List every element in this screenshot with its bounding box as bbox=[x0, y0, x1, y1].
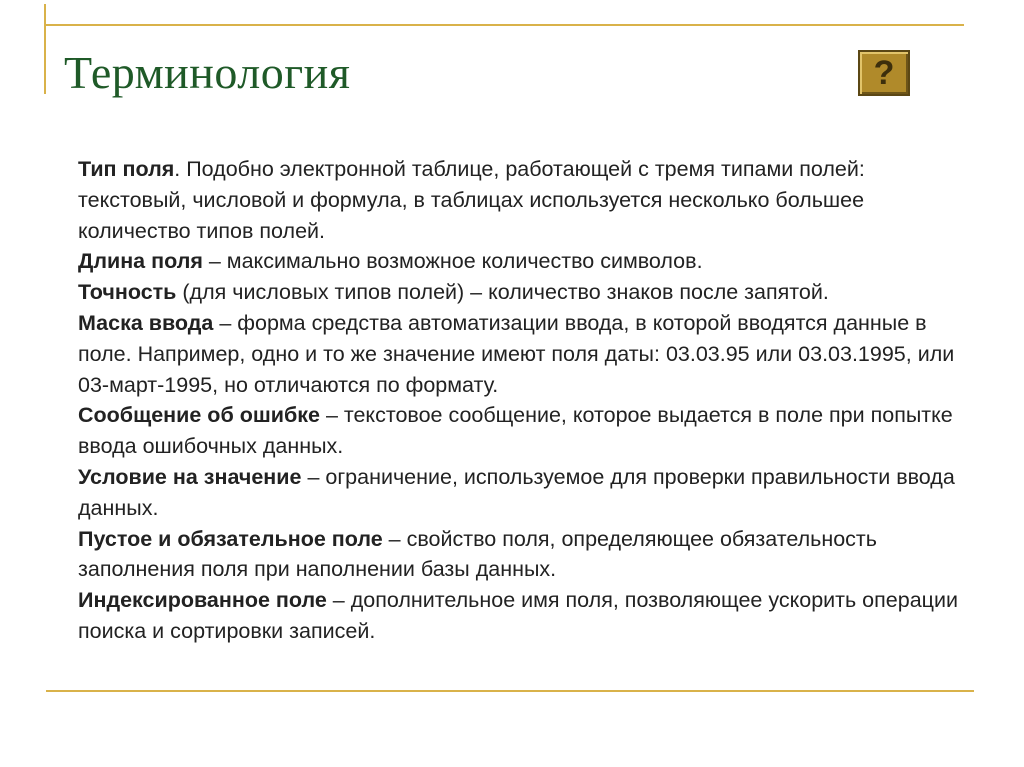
term-name: Точность bbox=[78, 280, 177, 305]
term-description: . Подобно электронной таблице, работающей с тремя типами полей: текстовый, числовой и формула, в таблицах используется несколько большее количество типов полей. bbox=[78, 157, 865, 243]
frame-line-top bbox=[46, 24, 964, 26]
term-entry bbox=[78, 277, 958, 308]
term-entry bbox=[78, 462, 958, 524]
help-button[interactable] bbox=[858, 50, 910, 96]
term-name: Условие на значение bbox=[78, 464, 302, 489]
term-name: Маска ввода bbox=[78, 310, 214, 335]
term-entry bbox=[78, 154, 958, 246]
term-description: – текстовое сообщение, которое выдается в поле при попытке ввода ошибочных данных. bbox=[78, 403, 953, 459]
term-description: – ограничение, используемое для проверки правильности ввода данных. bbox=[78, 464, 955, 520]
term-name: Тип поля bbox=[78, 157, 175, 181]
question-icon: ? bbox=[873, 54, 895, 92]
frame-line-left bbox=[44, 4, 46, 94]
term-name: Индексированное поле bbox=[78, 588, 327, 613]
term-entry bbox=[78, 524, 958, 586]
term-description: – дополнительное имя поля, позволяющее ускорить операции поиска и сортировки записей. bbox=[78, 588, 958, 643]
term-entry bbox=[78, 308, 958, 400]
term-name: Длина поля bbox=[78, 249, 203, 274]
frame-line-bottom bbox=[46, 690, 974, 692]
term-description: – форма средства автоматизации ввода, в которой вводятся данные в поле. Например, одно и то же значение имеют поля даты: 03.03.95 или 03.03.1995, или 03-март-1995, но отличаются по формату. bbox=[78, 310, 955, 397]
term-description: – максимально возможное количество символов. bbox=[202, 249, 703, 274]
term-description: – свойство поля, определяющее обязательность заполнения поля при наполнении базы данных. bbox=[78, 526, 877, 582]
term-entry bbox=[78, 246, 958, 277]
term-description: (для числовых типов полей) – количество знаков после запятой. bbox=[176, 280, 829, 305]
term-entry bbox=[78, 585, 958, 647]
term-name: Сообщение об ошибке bbox=[78, 403, 320, 428]
slide-title: Терминология bbox=[64, 47, 351, 98]
terms-list bbox=[78, 154, 958, 647]
term-name: Пустое и обязательное поле bbox=[78, 526, 383, 551]
term-entry bbox=[78, 400, 958, 462]
